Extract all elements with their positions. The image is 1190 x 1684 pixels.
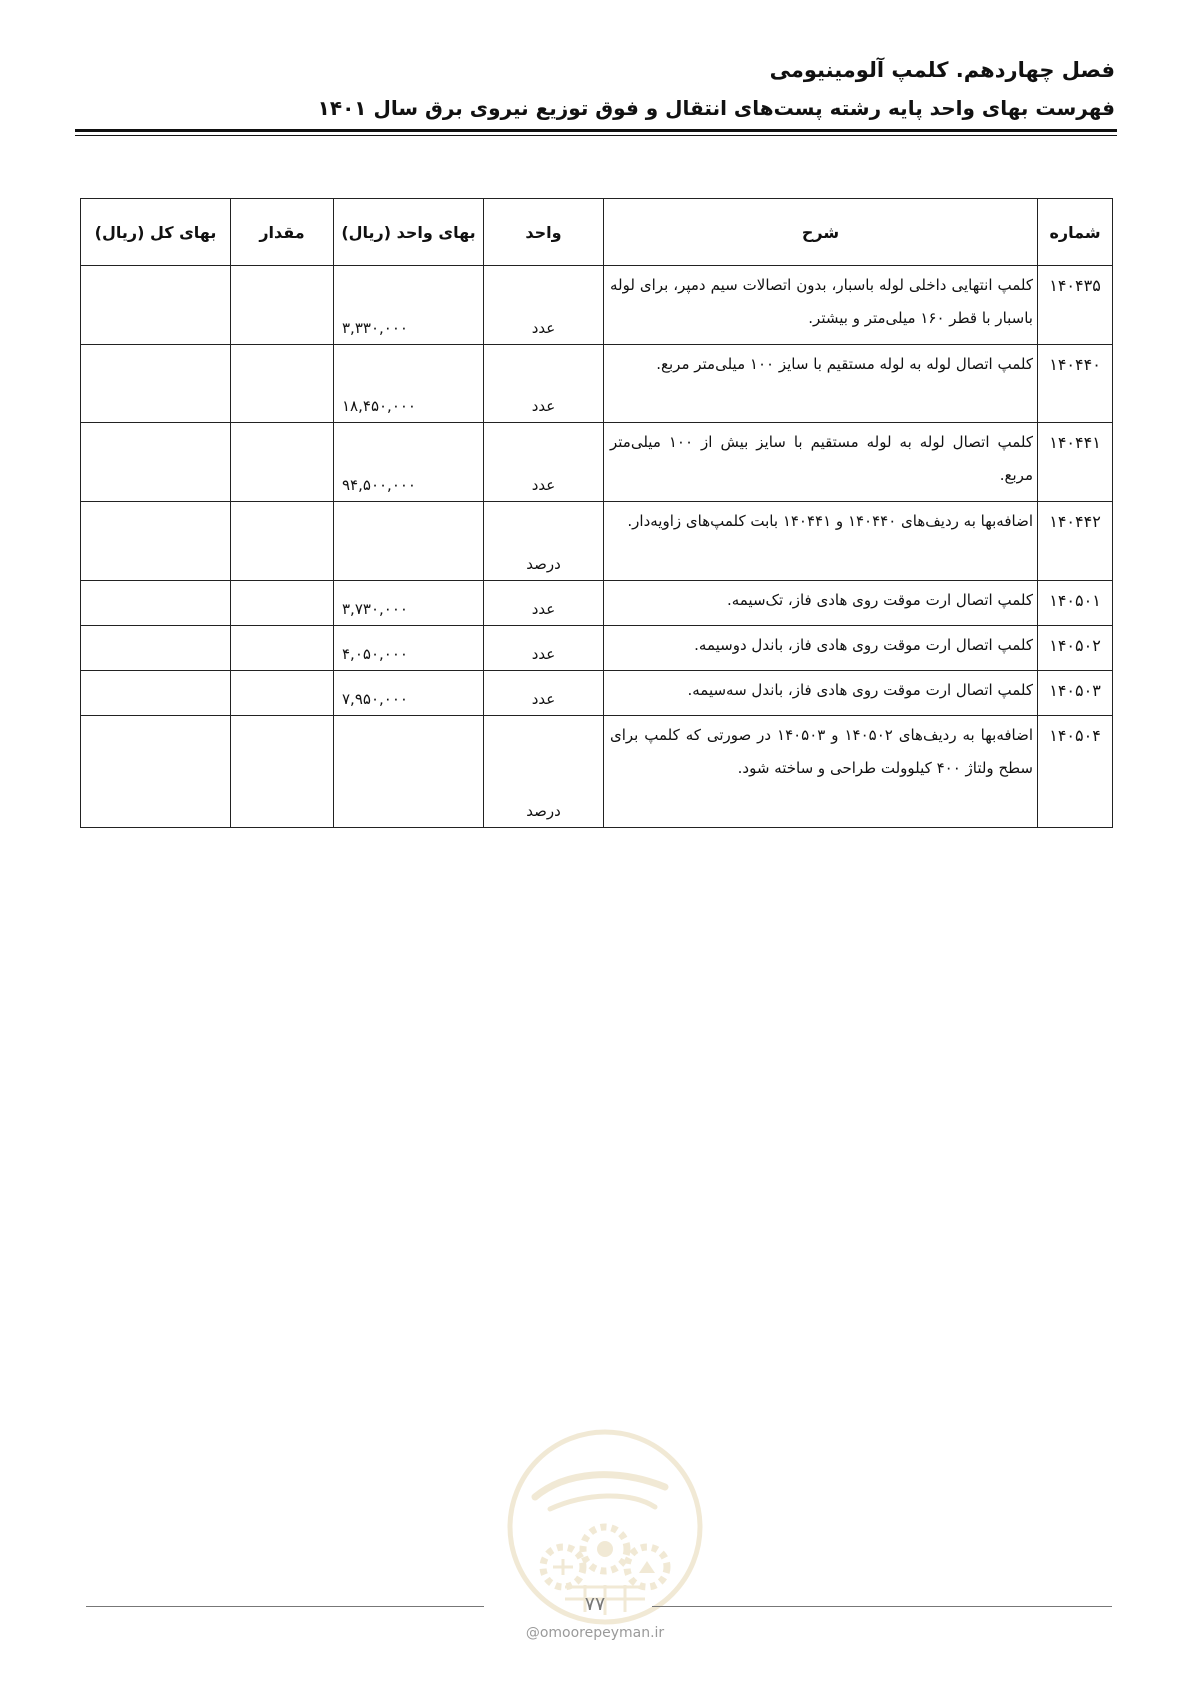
table-row (81, 581, 1113, 626)
row-quantity (231, 345, 334, 423)
row-total-price (81, 423, 231, 502)
row-unit-price (334, 716, 484, 828)
row-unit: عدد (484, 581, 604, 626)
row-number: ۱۴۰۴۴۱ (1038, 423, 1113, 502)
row-quantity (231, 626, 334, 671)
col-header-quantity: مقدار (231, 199, 334, 266)
row-total-price (81, 626, 231, 671)
watermark-person-icon (597, 1541, 613, 1557)
row-description: کلمپ اتصال ارت موقت روی هادی فاز، باندل دوسیمه. (604, 626, 1038, 671)
row-description: کلمپ انتهایی داخلی لوله باسبار، بدون اتصالات سیم دمپر، برای لوله باسبار با قطر ۱۶۰ میلی‌متر و بیشتر. (604, 266, 1038, 345)
col-header-description: شرح (604, 199, 1038, 266)
row-number: ۱۴۰۴۴۰ (1038, 345, 1113, 423)
row-unit-price: ۹۴,۵۰۰,۰۰۰ (334, 423, 484, 502)
row-number: ۱۴۰۴۴۲ (1038, 502, 1113, 581)
row-unit: درصد (484, 716, 604, 828)
footer-line-right (652, 1606, 1112, 1607)
table-row (81, 345, 1113, 423)
page-number: ۷۷ (584, 1593, 606, 1615)
col-header-number: شماره (1038, 199, 1113, 266)
document-title: فهرست بهای واحد پایه رشته پست‌های انتقال و فوق توزیع نیروی برق سال ۱۴۰۱ (317, 96, 1115, 120)
table-row (81, 423, 1113, 502)
row-unit-price (334, 502, 484, 581)
row-total-price (81, 345, 231, 423)
row-unit-price: ۷,۹۵۰,۰۰۰ (334, 671, 484, 716)
row-description: اضافه‌بها به ردیف‌های ۱۴۰۴۴۰ و ۱۴۰۴۴۱ بابت کلمپ‌های زاویه‌دار. (604, 502, 1038, 581)
row-quantity (231, 423, 334, 502)
watermark-calligraphy-stroke (550, 1496, 655, 1509)
table-row (81, 502, 1113, 581)
row-total-price (81, 502, 231, 581)
col-header-unit: واحد (484, 199, 604, 266)
table-row (81, 671, 1113, 716)
row-description: کلمپ اتصال ارت موقت روی هادی فاز، باندل سه‌سیمه. (604, 671, 1038, 716)
row-unit: عدد (484, 423, 604, 502)
row-number: ۱۴۰۵۰۳ (1038, 671, 1113, 716)
row-total-price (81, 266, 231, 345)
row-total-price (81, 581, 231, 626)
row-quantity (231, 716, 334, 828)
watermark-calligraphy (535, 1475, 665, 1497)
row-number: ۱۴۰۵۰۴ (1038, 716, 1113, 828)
row-unit-price: ۱۸,۴۵۰,۰۰۰ (334, 345, 484, 423)
row-description: کلمپ اتصال لوله به لوله مستقیم با سایز بیش از ۱۰۰ میلی‌متر مربع. (604, 423, 1038, 502)
header-rule-thin (75, 135, 1117, 136)
row-number: ۱۴۰۵۰۲ (1038, 626, 1113, 671)
chapter-title: فصل چهاردهم. کلمپ آلومینیومی (769, 58, 1115, 82)
row-unit: عدد (484, 266, 604, 345)
footer-line-left (86, 1606, 484, 1607)
watermark-scales-icon (553, 1559, 573, 1575)
row-number: ۱۴۰۵۰۱ (1038, 581, 1113, 626)
row-description: کلمپ اتصال ارت موقت روی هادی فاز، تک‌سیمه. (604, 581, 1038, 626)
col-header-total-price: بهای کل (ریال) (81, 199, 231, 266)
row-quantity (231, 266, 334, 345)
row-unit-price: ۴,۰۵۰,۰۰۰ (334, 626, 484, 671)
row-unit: عدد (484, 626, 604, 671)
row-unit-price: ۳,۳۳۰,۰۰۰ (334, 266, 484, 345)
row-unit: عدد (484, 671, 604, 716)
row-quantity (231, 581, 334, 626)
row-quantity (231, 502, 334, 581)
col-header-unit-price: بهای واحد (ریال) (334, 199, 484, 266)
watermark-hardhat-icon (639, 1561, 655, 1573)
row-unit: درصد (484, 502, 604, 581)
header-rule-thick (75, 129, 1117, 132)
table-row (81, 266, 1113, 345)
row-unit: عدد (484, 345, 604, 423)
row-unit-price: ۳,۷۳۰,۰۰۰ (334, 581, 484, 626)
row-number: ۱۴۰۴۳۵ (1038, 266, 1113, 345)
row-description: کلمپ اتصال لوله به لوله مستقیم با سایز ۱۰۰ میلی‌متر مربع. (604, 345, 1038, 423)
table-row (81, 716, 1113, 828)
row-quantity (231, 671, 334, 716)
row-total-price (81, 671, 231, 716)
table-header-row (81, 199, 1113, 266)
price-table (80, 198, 1113, 828)
row-total-price (81, 716, 231, 828)
site-url: @omoorepeyman.ir (525, 1625, 665, 1641)
table-row (81, 626, 1113, 671)
row-description: اضافه‌بها به ردیف‌های ۱۴۰۵۰۲ و ۱۴۰۵۰۳ در صورتی که کلمپ برای سطح ولتاژ ۴۰۰ کیلوولت طراحی و ساخته شود. (604, 716, 1038, 828)
